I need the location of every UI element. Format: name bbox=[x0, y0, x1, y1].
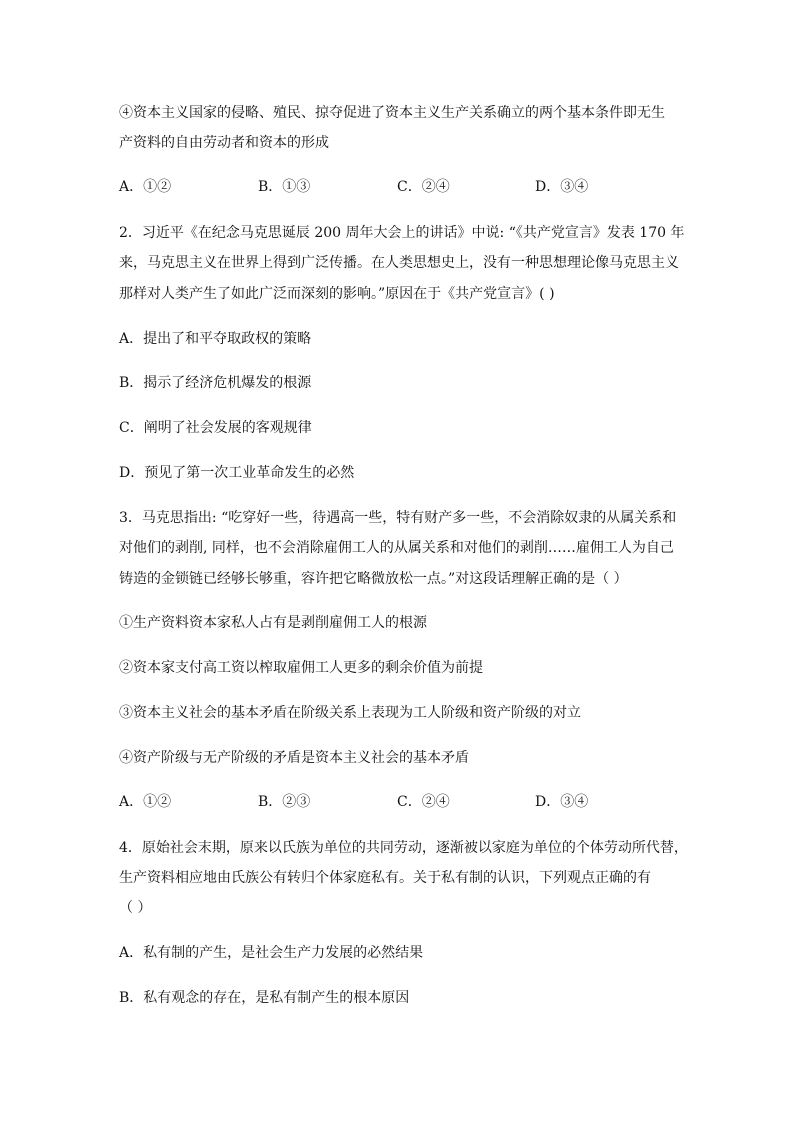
q3-option-a: A．①② bbox=[119, 794, 172, 810]
q3-item-4: ④资产阶级与无产阶级的矛盾是资本主义社会的基本矛盾 bbox=[119, 750, 469, 766]
q2-stem-line-1: 2．习近平《在纪念马克思诞辰 200 周年大会上的讲话》中说: “《共产党宣言》发表 170 年 bbox=[119, 225, 685, 241]
q1-option-b: B．①③ bbox=[258, 179, 311, 195]
q1-option-a: A．①② bbox=[119, 179, 172, 195]
q3-options bbox=[119, 792, 679, 812]
q3-option-c: C．②④ bbox=[397, 794, 450, 810]
q1-option-c: C．②④ bbox=[397, 179, 450, 195]
q1-option-d: D．③④ bbox=[535, 179, 589, 195]
q3-stem-line-3: 铸造的金锁链已经够长够重，容许把它略微放松一点。”对这段话理解正确的是（ ） bbox=[119, 571, 628, 587]
q3-item-2: ②资本家支付高工资以榨取雇佣工人更多的剩余价值为前提 bbox=[119, 660, 483, 676]
q1-item-4-line-1: ④资本主义国家的侵略、殖民、掠夺促进了资本主义生产关系确立的两个基本条件即无生 bbox=[119, 105, 665, 121]
q3-item-1: ①生产资料资本家私人占有是剥削雇佣工人的根源 bbox=[119, 615, 427, 631]
q1-item-4-line-2: 产资料的自由劳动者和资本的形成 bbox=[119, 135, 329, 151]
q2-option-b: B．揭示了经济危机爆发的根源 bbox=[119, 375, 312, 391]
q2-stem-line-3: 那样对人类产生了如此广泛而深刻的影响。”原因在于《共产党宣言》( ) bbox=[119, 286, 555, 302]
q2-option-a: A．提出了和平夺取政权的策略 bbox=[119, 331, 312, 347]
q3-item-3: ③资本主义社会的基本矛盾在阶级关系上表现为工人阶级和资产阶级的对立 bbox=[119, 705, 581, 721]
q3-option-b: B．②③ bbox=[258, 794, 311, 810]
q4-option-b: B．私有观念的存在，是私有制产生的根本原因 bbox=[119, 990, 410, 1006]
q3-stem-line-1: 3．马克思指出: “吃穿好一些，待遇高一些，特有财产多一些，不会消除奴隶的从属关系和 bbox=[119, 510, 677, 526]
q4-stem-line-3: （ ） bbox=[119, 900, 152, 916]
q3-stem-line-2: 对他们的剥削, 同样，也不会消除雇佣工人的从属关系和对他们的剥削……雇佣工人为自己 bbox=[119, 540, 674, 556]
q4-stem-line-2: 生产资料相应地由氏族公有转归个体家庭私有。关于私有制的认识，下列观点正确的有 bbox=[119, 870, 651, 886]
q2-option-c: C．阐明了社会发展的客观规律 bbox=[119, 420, 312, 436]
q4-stem-line-1: 4．原始社会末期，原来以氏族为单位的共同劳动，逐渐被以家庭为单位的个体劳动所代替， bbox=[119, 840, 688, 856]
q4-option-a: A．私有制的产生，是社会生产力发展的必然结果 bbox=[119, 945, 424, 961]
q1-options bbox=[119, 177, 679, 197]
q2-option-d: D．预见了第一次工业革命发生的必然 bbox=[119, 465, 355, 481]
q2-stem-line-2: 来，马克思主义在世界上得到广泛传播。在人类思想史上，没有一种思想理论像马克思主义 bbox=[119, 255, 679, 271]
q3-option-d: D．③④ bbox=[535, 794, 589, 810]
